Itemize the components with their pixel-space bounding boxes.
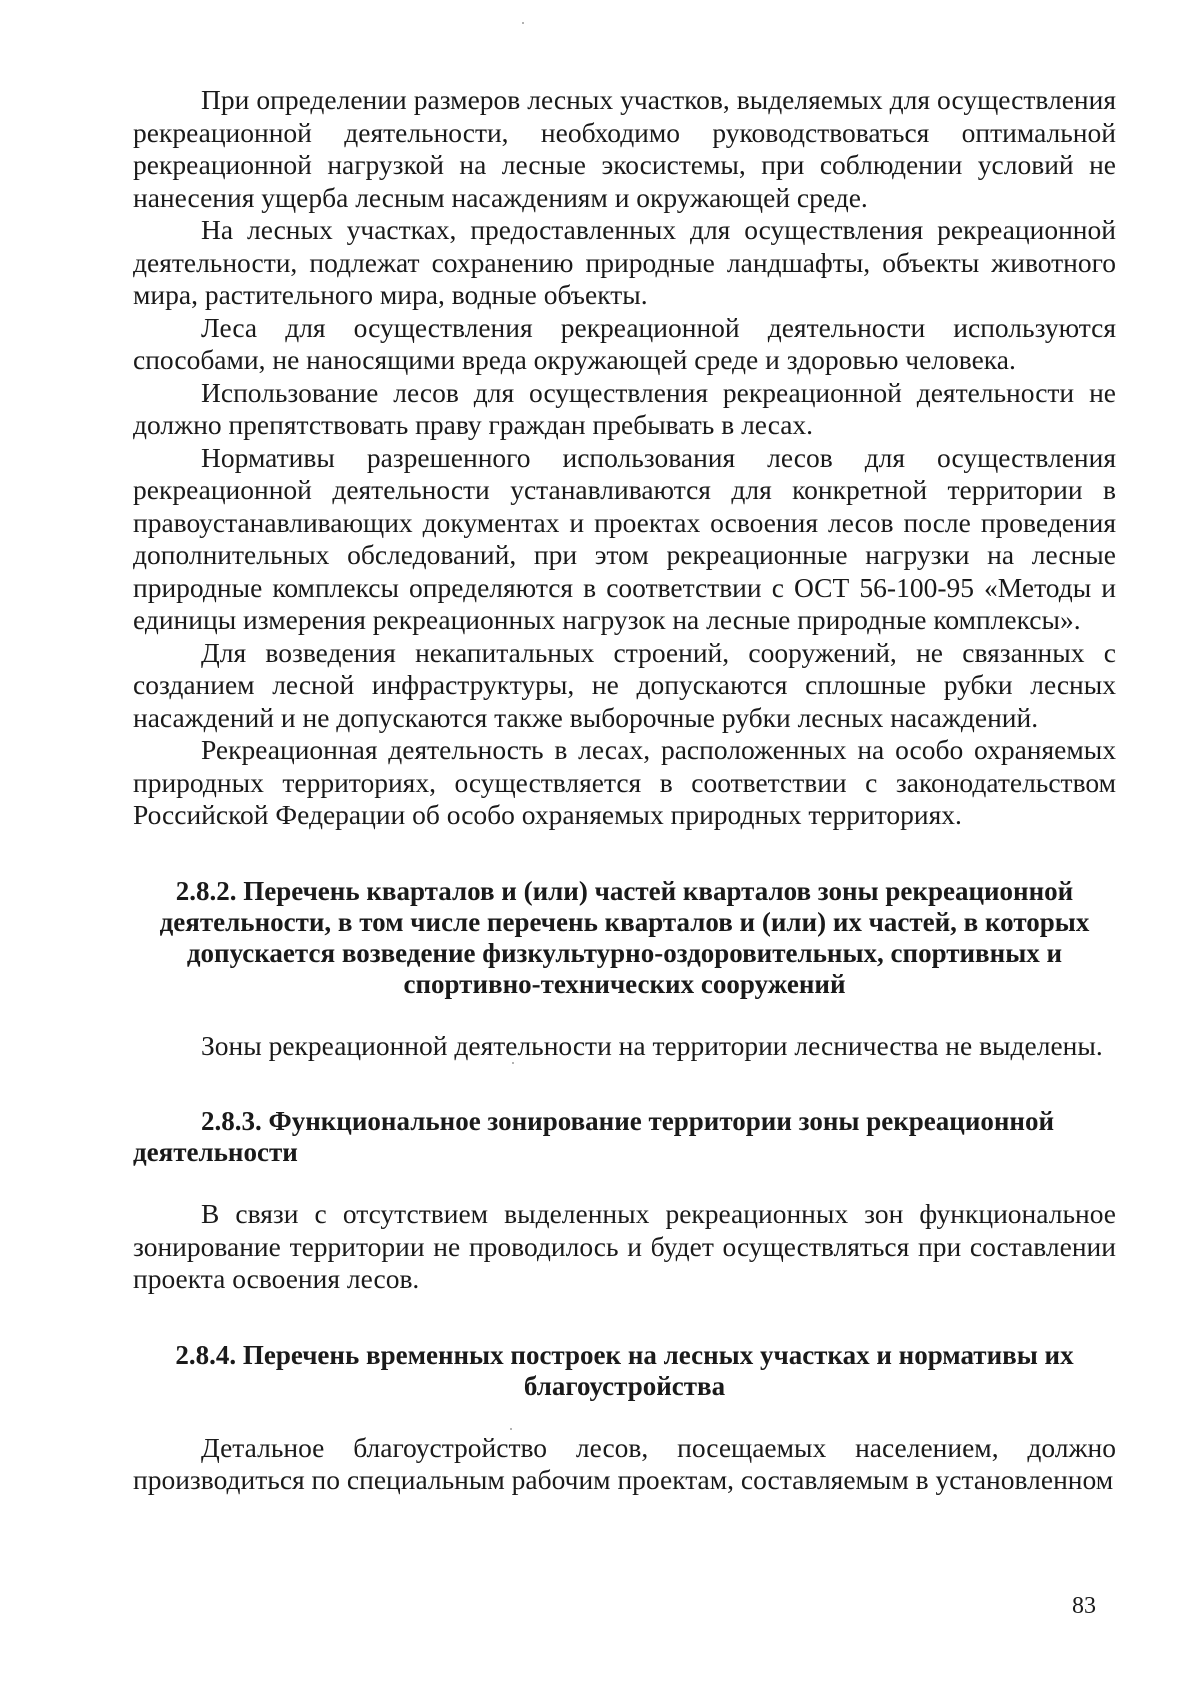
paragraph-recreational-plot-size: При определении размеров лесных участков, выделяемых для осуществления рекреационной деятельности, необходимо руководствоваться оптимальной рекреационной нагрузкой на лесные экосистемы, при соблюдении условий не нанесения ущерба лесным насаждениям и окружающей среде. bbox=[133, 84, 1116, 213]
paragraph-norms: Нормативы разрешенного использования лесов для осуществления рекреационной деятельности устанавливаются для конкретной территории в правоустанавливающих документах и проектах освоения лесов после проведения дополнительных обследований, при этом рекреационные нагрузки на лесные природные комплексы определяются в соответствии с ОСТ 56-100-95 «Методы и единицы измерения рекреационных нагрузок на лесные природные комплексы». bbox=[133, 441, 1116, 635]
section-text-2-8-4: Детальное благоустройство лесов, посещаемых населением, должно производиться по специальным рабочим проектам, составляемым в установленном bbox=[133, 1431, 1116, 1495]
spacer bbox=[133, 1296, 1116, 1340]
scan-speck bbox=[522, 22, 524, 24]
spacer bbox=[133, 1402, 1116, 1432]
spacer bbox=[133, 1062, 1116, 1106]
paragraph-citizen-access: Использование лесов для осуществления рекреационной деятельности не должно препятствовать праву граждан пребывать в лесах. bbox=[133, 376, 1116, 440]
page-number: 83 bbox=[1072, 1593, 1096, 1619]
scan-speck bbox=[512, 1062, 514, 1064]
spacer bbox=[133, 832, 1116, 876]
section-heading-2-8-3: 2.8.3. Функциональное зонирование территории зоны рекреационной деятельности bbox=[133, 1106, 1055, 1167]
paragraph-preservation: На лесных участках, предоставленных для осуществления рекреационной деятельности, подлежат сохранению природные ландшафты, объекты животного мира, растительного мира, водные объекты. bbox=[133, 214, 1116, 310]
section-text-2-8-3: В связи с отсутствием выделенных рекреационных зон функциональное зонирование территории не проводилось и будет осуществляться при составлении проекта освоения лесов. bbox=[133, 1198, 1116, 1294]
section-text-2-8-2: Зоны рекреационной деятельности на территории лесничества не выделены. bbox=[201, 1029, 1103, 1061]
paragraph-protected-areas: Рекреационная деятельность в лесах, расположенных на особо охраняемых природных территориях, осуществляется в соответствии с законодательством Российской Федерации об особо охраняемых природных территориях. bbox=[133, 734, 1116, 830]
paragraph-non-capital-buildings: Для возведения некапитальных строений, сооружений, не связанных с созданием лесной инфраструктуры, не допускаются сплошные рубки лесных насаждений и не допускаются также выборочные рубки лесных насаждений. bbox=[133, 636, 1116, 733]
scan-speck bbox=[510, 1428, 512, 1430]
paragraph-methods: Леса для осуществления рекреационной деятельности используются способами, не наносящими вреда окружающей среде и здоровью человека. bbox=[133, 311, 1116, 375]
section-heading-2-8-2: 2.8.2. Перечень кварталов и (или) частей кварталов зоны рекреационной деятельности, в том числе перечень кварталов и (или) их частей, в которых допускается возведение физкультурно-оздоровительных, спортивных и спортивно-технических сооружений bbox=[159, 875, 1090, 999]
spacer bbox=[133, 1000, 1116, 1030]
spacer bbox=[133, 1168, 1116, 1198]
document-page bbox=[133, 84, 1116, 1497]
section-heading-2-8-4: 2.8.4. Перечень временных построек на лесных участках и нормативы их благоустройства bbox=[175, 1339, 1074, 1401]
